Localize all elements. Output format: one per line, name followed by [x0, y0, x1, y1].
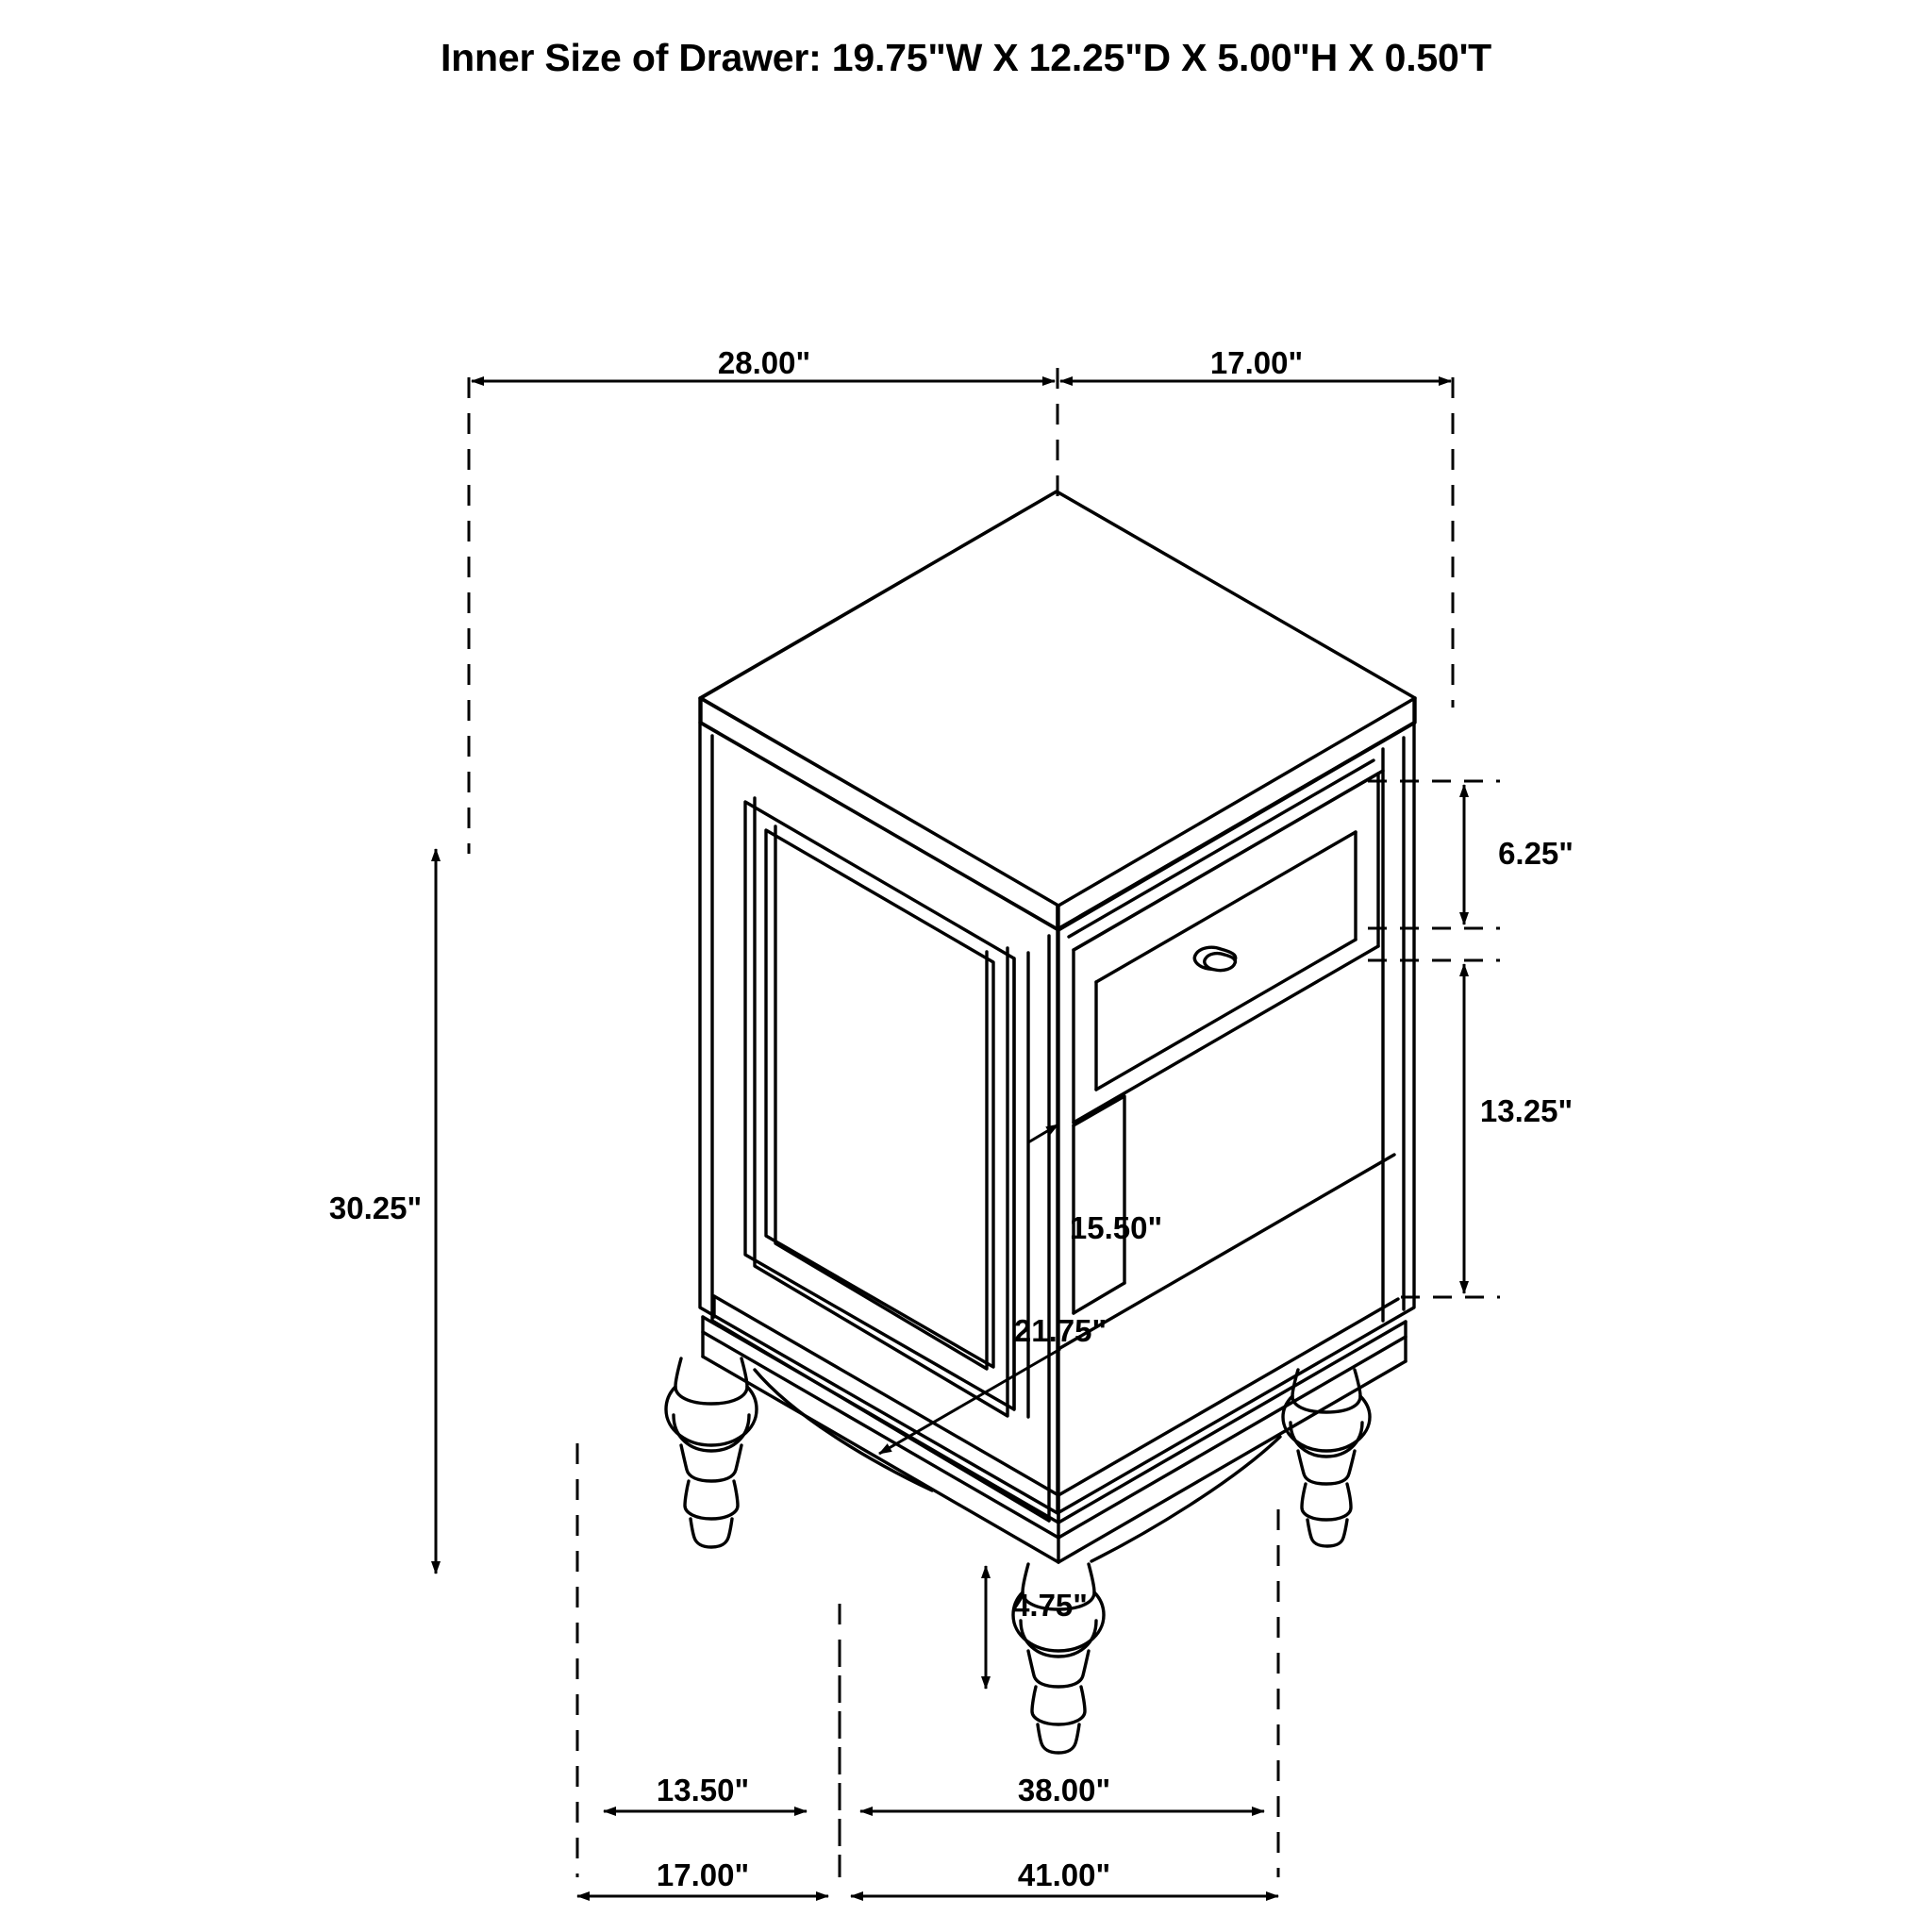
dim-label-leg-height: 4.75" [1012, 1588, 1088, 1623]
dim-label-top-depth: 17.00" [1209, 345, 1304, 380]
dim-label-top-width: 28.00" [717, 345, 811, 380]
dim-label-foot-span-front: 38.00" [1017, 1773, 1111, 1807]
page-title: Inner Size of Drawer: 19.75"W X 12.25"D X 5.00"H X 0.50'T [440, 36, 1492, 79]
dim-label-shelf-depth: 15.50" [1069, 1210, 1163, 1245]
right-leg [1283, 1370, 1370, 1546]
dim-label-base-depth: 17.00" [656, 1857, 750, 1892]
dim-label-shelf-width: 21.75" [1013, 1313, 1108, 1348]
dim-label-drawer-height: 6.25" [1498, 836, 1574, 871]
dim-label-overall-height: 30.25" [328, 1191, 423, 1225]
dim-label-foot-span-inner: 13.50" [656, 1773, 750, 1807]
dim-label-opening-height: 13.25" [1479, 1093, 1574, 1128]
dim-label-base-width: 41.00" [1017, 1857, 1111, 1892]
